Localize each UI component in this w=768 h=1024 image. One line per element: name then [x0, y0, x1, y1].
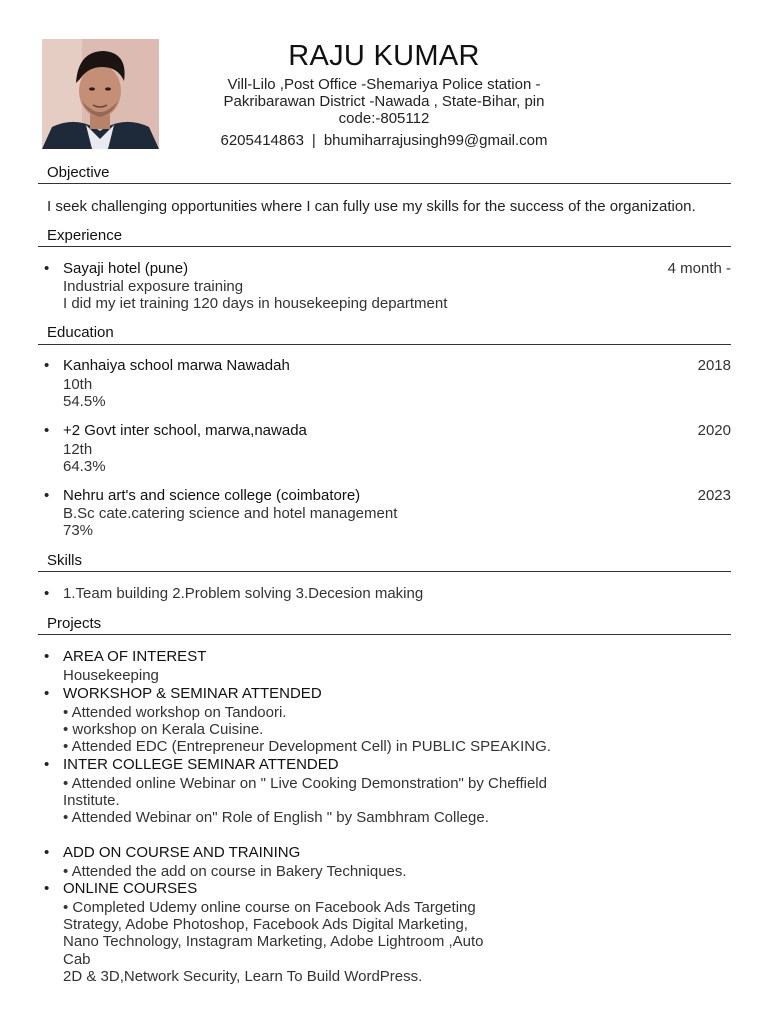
bullet: • — [44, 648, 50, 665]
education-school: Kanhaiya school marwa Nawadah — [63, 357, 290, 374]
project-line: • Attended EDC (Entrepreneur Development Cell) in PUBLIC SPEAKING. — [63, 738, 551, 755]
section-title-experience: Experience — [47, 227, 123, 244]
education-year: 2018 — [697, 357, 731, 374]
bullet: • — [44, 422, 50, 439]
bullet: • — [44, 357, 50, 374]
project-line: Nano Technology, Instagram Marketing, Adobe Lightroom ,Auto — [63, 933, 484, 950]
education-score: 64.3% — [63, 458, 106, 475]
section-divider — [38, 344, 731, 345]
education-level: 12th — [63, 441, 93, 458]
separator: | — [311, 132, 316, 149]
section-divider — [38, 183, 731, 184]
project-line: Housekeeping — [63, 667, 159, 684]
education-year: 2020 — [697, 422, 731, 439]
project-heading: ADD ON COURSE AND TRAINING — [63, 844, 301, 861]
section-divider — [38, 571, 731, 572]
bullet: • — [44, 585, 50, 602]
address-line: Pakribarawan District -Nawada , State-Bihar, pin — [223, 93, 545, 110]
bullet: • — [44, 685, 50, 702]
bullet: • — [44, 756, 50, 773]
skills-text: 1.Team building 2.Problem solving 3.Decesion making — [63, 585, 424, 602]
address-line: code:-805112 — [338, 110, 430, 127]
project-line: • Completed Udemy online course on Facebook Ads Targeting — [63, 899, 476, 916]
section-title-education: Education — [47, 324, 114, 341]
bullet: • — [44, 844, 50, 861]
education-school: +2 Govt inter school, marwa,nawada — [63, 422, 307, 439]
objective-text: I seek challenging opportunities where I can fully use my skills for the success of the organization. — [47, 198, 696, 215]
education-score: 54.5% — [63, 393, 106, 410]
education-level: B.Sc cate.catering science and hotel management — [63, 505, 398, 522]
profile-photo — [42, 39, 159, 149]
experience-detail: I did my iet training 120 days in housekeeping department — [63, 295, 448, 312]
project-heading: WORKSHOP & SEMINAR ATTENDED — [63, 685, 322, 702]
project-line: • workshop on Kerala Cuisine. — [63, 721, 264, 738]
phone-number: 6205414863 — [220, 132, 304, 149]
address-line: Vill-Lilo ,Post Office -Shemariya Police station - — [227, 76, 541, 93]
section-title-objective: Objective — [47, 164, 110, 181]
section-divider — [38, 634, 731, 635]
experience-role: Industrial exposure training — [63, 278, 244, 295]
contact-line — [200, 132, 568, 149]
project-heading: ONLINE COURSES — [63, 880, 198, 897]
education-level: 10th — [63, 376, 93, 393]
experience-duration: 4 month - — [667, 260, 731, 277]
address — [200, 76, 568, 127]
section-title-skills: Skills — [47, 552, 83, 569]
section-divider — [38, 246, 731, 247]
education-school: Nehru art's and science college (coimbatore) — [63, 487, 361, 504]
project-heading: INTER COLLEGE SEMINAR ATTENDED — [63, 756, 339, 773]
education-score: 73% — [63, 522, 94, 539]
project-line: 2D & 3D,Network Security, Learn To Build WordPress. — [63, 968, 423, 985]
bullet: • — [44, 880, 50, 897]
project-heading: AREA OF INTEREST — [63, 648, 207, 665]
bullet: • — [44, 487, 50, 504]
project-line: • Attended online Webinar on " Live Cooking Demonstration" by Cheffield — [63, 775, 547, 792]
education-year: 2023 — [697, 487, 731, 504]
email-link[interactable]: bhumiharrajusingh99@gmail.com — [323, 132, 548, 149]
section-title-projects: Projects — [47, 615, 102, 632]
bullet: • — [44, 260, 50, 277]
project-line: Cab — [63, 951, 91, 968]
project-line: • Attended Webinar on" Role of English " by Sambhram College. — [63, 809, 489, 826]
project-line: Institute. — [63, 792, 120, 809]
candidate-name: RAJU KUMAR — [288, 40, 480, 72]
project-line: • Attended workshop on Tandoori. — [63, 704, 287, 721]
project-line: Strategy, Adobe Photoshop, Facebook Ads Digital Marketing, — [63, 916, 468, 933]
experience-company: Sayaji hotel (pune) — [63, 260, 189, 277]
project-line: • Attended the add on course in Bakery Techniques. — [63, 863, 407, 880]
